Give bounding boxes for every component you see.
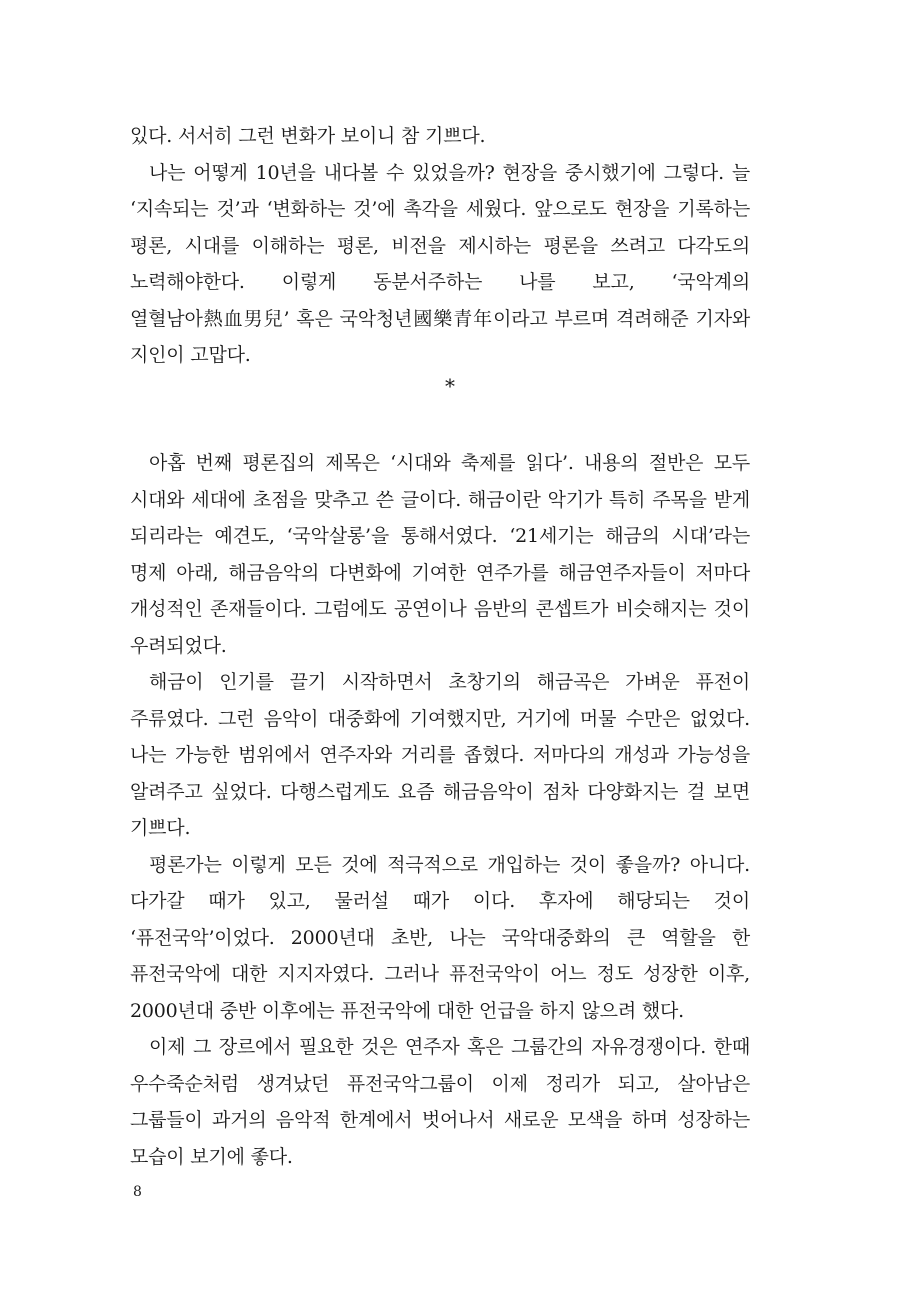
section-2-text: [130, 445, 750, 1175]
paragraph: 해금이 인기를 끌기 시작하면서 초창기의 해금곡은 가벼운 퓨전이 주류였다. 그런 음악이 대중화에 기여했지만, 거기에 머물 수만은 없었다. 나는 가능한 범위에서 연주자와 거리를 좁혔다. 저마다의 개성과 가능성을 알려주고 싶었다. 다행스럽게도 요즘 해금음악이 점차 다양화지는 걸 보면 기쁘다.: [130, 671, 750, 839]
paragraph: 있다. 서서히 그런 변화가 보이니 참 기쁘다.: [130, 125, 486, 147]
section-divider: *: [445, 374, 455, 398]
paragraph: 아홉 번째 평론집의 제목은 ‘시대와 축제를 읽다’. 내용의 절반은 모두 시대와 세대에 초점을 맞추고 쓴 글이다. 해금이란 악기가 특히 주목을 받게 되리라는 예견도, ‘국악살롱’을 통해서였다. ‘21세기는 해금의 시대’라는 명제 아래, 해금음악의 다변화에 기여한 연주가를 해금연주자들이 저마다 개성적인 존재들이다. 그럼에도 공연이나 음반의 콘셉트가 비슷해지는 것이 우려되었다.: [130, 452, 750, 657]
page-number: 8: [133, 1184, 142, 1200]
paragraph: 평론가는 이렇게 모든 것에 적극적으로 개입하는 것이 좋을까? 아니다. 다가갈 때가 있고, 물러설 때가 이다. 후자에 해당되는 것이 ‘퓨전국악’이었다. 2000년대 초반, 나는 국악대중화의 큰 역할을 한 퓨전국악에 대한 지지자였다. 그러나 퓨전국악이 어느 정도 성장한 이후, 2000년대 중반 이후에는 퓨전국악에 대한 언급을 하지 않으려 했다.: [130, 853, 750, 1022]
section-1-text: [130, 118, 750, 374]
paragraph: 이제 그 장르에서 필요한 것은 연주자 혹은 그룹간의 자유경쟁이다. 한때 우수죽순처럼 생겨났던 퓨전국악그룹이 이제 정리가 되고, 살아남은 그룹들이 과거의 음악적 한계에서 벗어나서 새로운 모색을 하며 성장하는 모습이 보기에 좋다.: [130, 1036, 750, 1168]
paragraph: 나는 어떻게 10년을 내다볼 수 있었을까? 현장을 중시했기에 그렇다. 늘 ‘지속되는 것’과 ‘변화하는 것’에 촉각을 세웠다. 앞으로도 현장을 기록하는 평론, 시대를 이해하는 평론, 비전을 제시하는 평론을 쓰려고 다각도의 노력해야한다. 이렇게 동분서주하는 나를 보고, ‘국악계의 열혈남아熱血男兒’ 혹은 국악청년國樂青年이라고 부르며 격려해준 기자와 지인이 고맙다.: [130, 161, 750, 366]
